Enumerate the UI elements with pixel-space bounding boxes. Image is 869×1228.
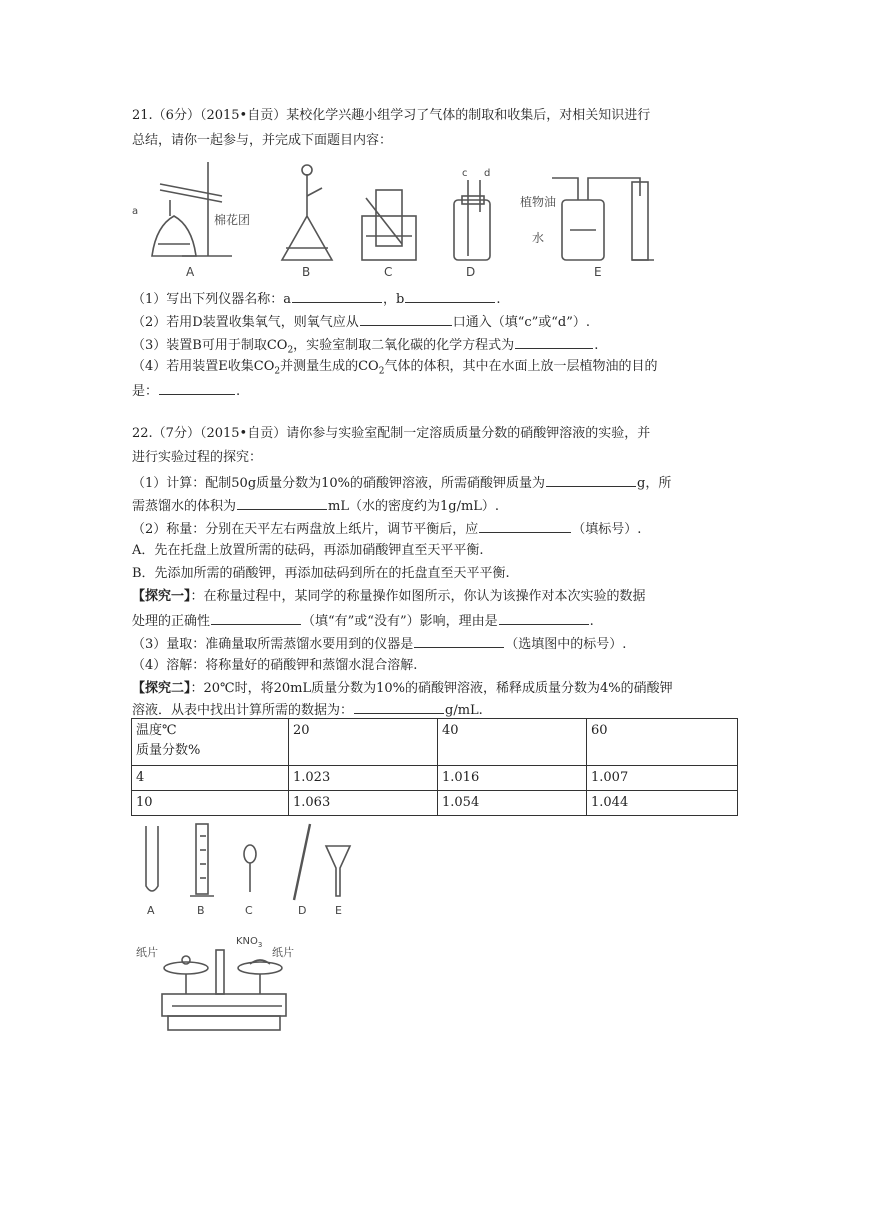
- q21-p2-end: 口通入（填“c”或“d”）.: [452, 315, 591, 330]
- row-label: 4: [132, 766, 289, 791]
- label-B: B: [302, 265, 311, 279]
- q21-part1: [132, 288, 501, 310]
- header-temp-20: 20: [289, 719, 438, 766]
- header-temp-40: 40: [438, 719, 587, 766]
- q21-line2: 总结，请你一起参与，并完成下面题目内容：: [132, 133, 393, 148]
- label-water: 水: [532, 231, 545, 245]
- q22-option-b: B．先添加所需的硝酸钾，再添加砝码到所在的托盘直至天平平衡.: [132, 566, 510, 581]
- label-a: a: [132, 206, 139, 217]
- apparatus-a: [152, 162, 232, 256]
- blank-inlet[interactable]: [360, 311, 452, 326]
- q21-p1-end: .: [496, 292, 501, 307]
- q22-p3-end: （选填图中的标号）.: [505, 637, 627, 652]
- q22-explore1: [132, 587, 646, 607]
- q22-line2: 进行实验过程的探究：: [132, 450, 263, 465]
- label-D: D: [466, 265, 476, 279]
- test-tube: [146, 826, 158, 891]
- explore1-tag: 【探究一】: [132, 589, 191, 604]
- glass-rod: [294, 824, 310, 900]
- blank-kno3-mass[interactable]: [546, 472, 636, 487]
- explore2-tag: 【探究二】: [132, 681, 191, 696]
- q21-p4-sub: 2: [274, 366, 281, 377]
- dropper: [244, 845, 256, 892]
- table-row: [132, 766, 738, 791]
- funnel: [326, 846, 350, 896]
- q22-part1-cont: [132, 495, 499, 517]
- header-temperature: 温度℃: [136, 723, 177, 738]
- label-A: A: [147, 904, 155, 917]
- graduated-cylinder: [190, 824, 214, 896]
- q21-p1-text-b: ，b: [383, 292, 405, 307]
- label-E: E: [594, 265, 602, 279]
- q21-p4-text: （4）若用装置E收集CO: [132, 359, 275, 374]
- q22-part1: [132, 472, 671, 494]
- blank-water-volume[interactable]: [237, 495, 327, 510]
- explore1-text-c: （填“有”或“没有”）影响，理由是: [302, 614, 498, 629]
- q22-explore1-cont: [132, 610, 594, 632]
- header-temp-60: 60: [587, 719, 738, 766]
- row-label: 10: [132, 791, 289, 816]
- q22-p1-text-b: g，所: [637, 476, 672, 491]
- q21-part4: [132, 357, 657, 382]
- blank-equation[interactable]: [515, 334, 593, 349]
- label-C: C: [384, 265, 393, 279]
- q22-p1-text-d: mL（水的密度约为1g/mL）.: [328, 499, 500, 514]
- density-table: [131, 718, 738, 816]
- label-D: D: [298, 904, 307, 917]
- q21-p3-sub: 2: [287, 345, 294, 356]
- q21-part2: [132, 311, 590, 333]
- table-corner-cell: [132, 719, 289, 766]
- q21-p4-sub2: 2: [378, 366, 385, 377]
- explore2-end: g/mL.: [445, 703, 483, 718]
- kno3-text: KNO: [236, 936, 258, 947]
- label-cotton: 棉花团: [214, 213, 251, 227]
- table-cell: 1.063: [289, 791, 438, 816]
- table-cell: 1.007: [587, 766, 738, 791]
- label-A: A: [186, 265, 195, 279]
- q21-line1: 21.（6分）（2015•自贡）某校化学兴趣小组学习了气体的制取和收集后，对相关知识进行: [132, 108, 651, 123]
- explore2-text: ：20℃时，将20mL质量分数为10%的硝酸钾溶液，稀释成质量分数为4%的硝酸钾: [190, 681, 673, 696]
- q22-p1-text: （1）计算：配制50g质量分数为10%的硝酸钾溶液，所需硝酸钾质量为: [132, 476, 546, 491]
- q21-p1-text: （1）写出下列仪器名称：a: [132, 292, 292, 307]
- explore1-text-b: 处理的正确性: [132, 614, 211, 629]
- explore1-text: ：在称量过程中，某同学的称量操作如图所示，你认为该操作对本次实验的数据: [190, 589, 646, 604]
- q22-part3: [132, 633, 626, 655]
- apparatus-b: [282, 165, 332, 260]
- q22-p2-text: （2）称量：分别在天平左右两盘放上纸片，调节平衡后，应: [132, 522, 479, 537]
- q22-part4: （4）溶解：将称量好的硝酸钾和蒸馏水混合溶解.: [132, 658, 418, 673]
- label-d: d: [484, 168, 491, 179]
- label-oil: 植物油: [520, 195, 557, 209]
- blank-purpose[interactable]: [159, 380, 235, 395]
- label-c: c: [462, 168, 468, 179]
- q21-p2-text: （2）若用D装置收集氧气，则氧气应从: [132, 315, 359, 330]
- blank-instrument[interactable]: [414, 633, 504, 648]
- q22-explore2: [132, 679, 673, 699]
- apparatus-e: [552, 178, 654, 260]
- header-mass-fraction: 质量分数%: [136, 743, 201, 758]
- label-C: C: [245, 904, 253, 917]
- table-cell: 1.044: [587, 791, 738, 816]
- blank-option[interactable]: [479, 518, 571, 533]
- q22-line1: 22.（7分）（2015•自贡）请你参与实验室配制一定溶质质量分数的硝酸钾溶液的实验，并: [132, 426, 651, 441]
- blank-reason[interactable]: [499, 610, 589, 625]
- blank-effect[interactable]: [211, 610, 301, 625]
- kno3-sub: 3: [257, 941, 263, 949]
- q22-p2-end: （填标号）.: [572, 522, 642, 537]
- blank-b[interactable]: [405, 288, 495, 303]
- q22-option-a: A．先在托盘上放置所需的砝码，再添加硝酸钾直至天平平衡.: [132, 543, 484, 558]
- q21-p4-text-c: 气体的体积，其中在水面上放一层植物油的目的: [384, 359, 658, 374]
- apparatus-figure-ae: [132, 156, 692, 282]
- label-B: B: [197, 904, 205, 917]
- q21-part4-cont: [132, 380, 240, 402]
- table-header-row: [132, 719, 738, 766]
- label-kno3: [236, 936, 262, 949]
- q21-p3-text: （3）装置B可用于制取CO: [132, 338, 288, 353]
- label-paper-left: 纸片: [136, 946, 158, 959]
- table-cell: 1.054: [438, 791, 587, 816]
- explore2-text-b: 溶液．从表中找出计算所需的数据为：: [132, 703, 354, 718]
- q21-p4-text-b: 并测量生成的CO: [280, 359, 379, 374]
- q21-p3-text-b: ，实验室制取二氧化碳的化学方程式为: [293, 338, 515, 353]
- q22-p3-text: （3）量取：准确量取所需蒸馏水要用到的仪器是: [132, 637, 414, 652]
- label-paper-right: 纸片: [272, 946, 294, 959]
- table-cell: 1.023: [289, 766, 438, 791]
- blank-a[interactable]: [292, 288, 382, 303]
- label-E: E: [335, 904, 342, 917]
- q21-p3-end: .: [594, 338, 599, 353]
- balance-figure: [132, 932, 312, 1036]
- explore1-end: .: [589, 614, 594, 629]
- q21-p5-end: .: [236, 384, 241, 399]
- apparatus-c: [362, 190, 416, 260]
- table-row: [132, 791, 738, 816]
- q22-p1-text-c: 需蒸馏水的体积为: [132, 499, 237, 514]
- apparatus-d: [454, 180, 490, 260]
- q21-p5-text: 是：: [132, 384, 159, 399]
- q22-part2: [132, 518, 641, 540]
- instruments-figure: [138, 820, 358, 920]
- blank-density[interactable]: [354, 699, 444, 714]
- table-cell: 1.016: [438, 766, 587, 791]
